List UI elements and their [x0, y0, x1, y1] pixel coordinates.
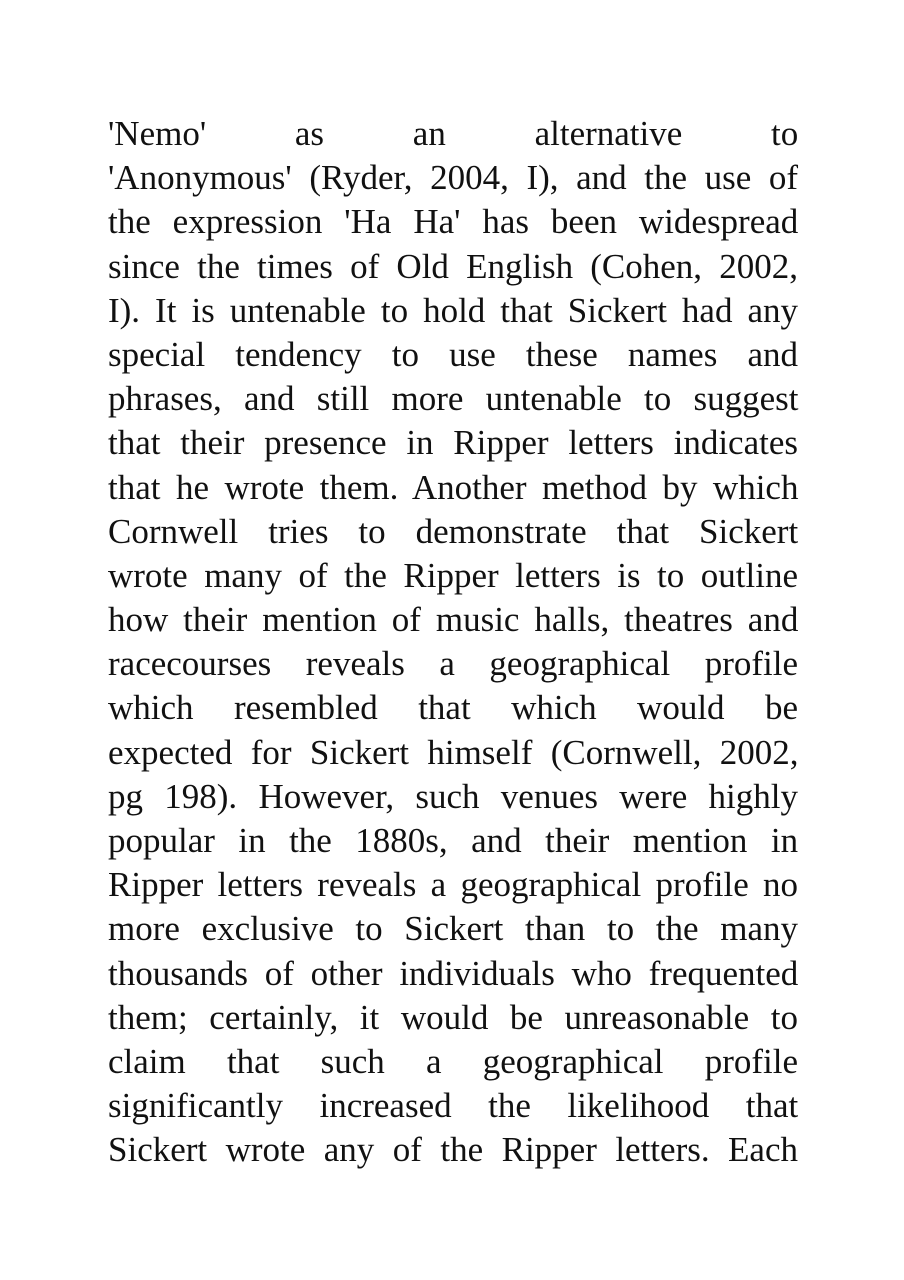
text-line: them; certainly, it would be unreasonable to — [108, 997, 798, 1037]
text-line: thousands of other individuals who frequented — [108, 953, 799, 993]
text-line: wrote many of the Ripper letters is to outline — [108, 555, 798, 595]
text-line: phrases, and still more untenable to suggest — [108, 379, 799, 419]
text-line: pg 198). However, such venues were highly — [108, 776, 798, 816]
text-line: 'Anonymous' (Ryder, 2004, I), and the use of — [108, 158, 799, 198]
text-line: since the times of Old English (Cohen, 2002, — [108, 246, 798, 286]
text-line: more exclusive to Sickert than to the many — [108, 909, 798, 949]
text-line: that their presence in Ripper letters indicates — [108, 423, 798, 463]
text-line: Cornwell tries to demonstrate that Sickert — [108, 511, 799, 551]
text-line: significantly increased the likelihood that — [108, 1086, 799, 1126]
text-line: which resembled that which would be — [108, 688, 798, 728]
text-line: I). It is untenable to hold that Sickert had any — [108, 290, 798, 330]
text-line: expected for Sickert himself (Cornwell, 2002, — [108, 732, 799, 772]
text-line: the expression 'Ha Ha' has been widespread — [108, 202, 799, 242]
text-line: racecourses reveals a geographical profile — [108, 644, 798, 684]
text-line: special tendency to use these names and — [108, 334, 798, 374]
body-paragraph — [108, 112, 798, 1173]
text-line: popular in the 1880s, and their mention in — [108, 821, 799, 860]
text-line: Ripper letters reveals a geographical profile no — [108, 865, 798, 905]
text-line: how their mention of music halls, theatres and — [108, 600, 799, 640]
text-line: Sickert wrote any of the Ripper letters. Each — [108, 1130, 799, 1170]
text-line: that he wrote them. Another method by which — [108, 467, 799, 507]
text-line: claim that such a geographical profile — [108, 1041, 798, 1081]
text-line: 'Nemo' as an alternative to — [108, 114, 799, 153]
